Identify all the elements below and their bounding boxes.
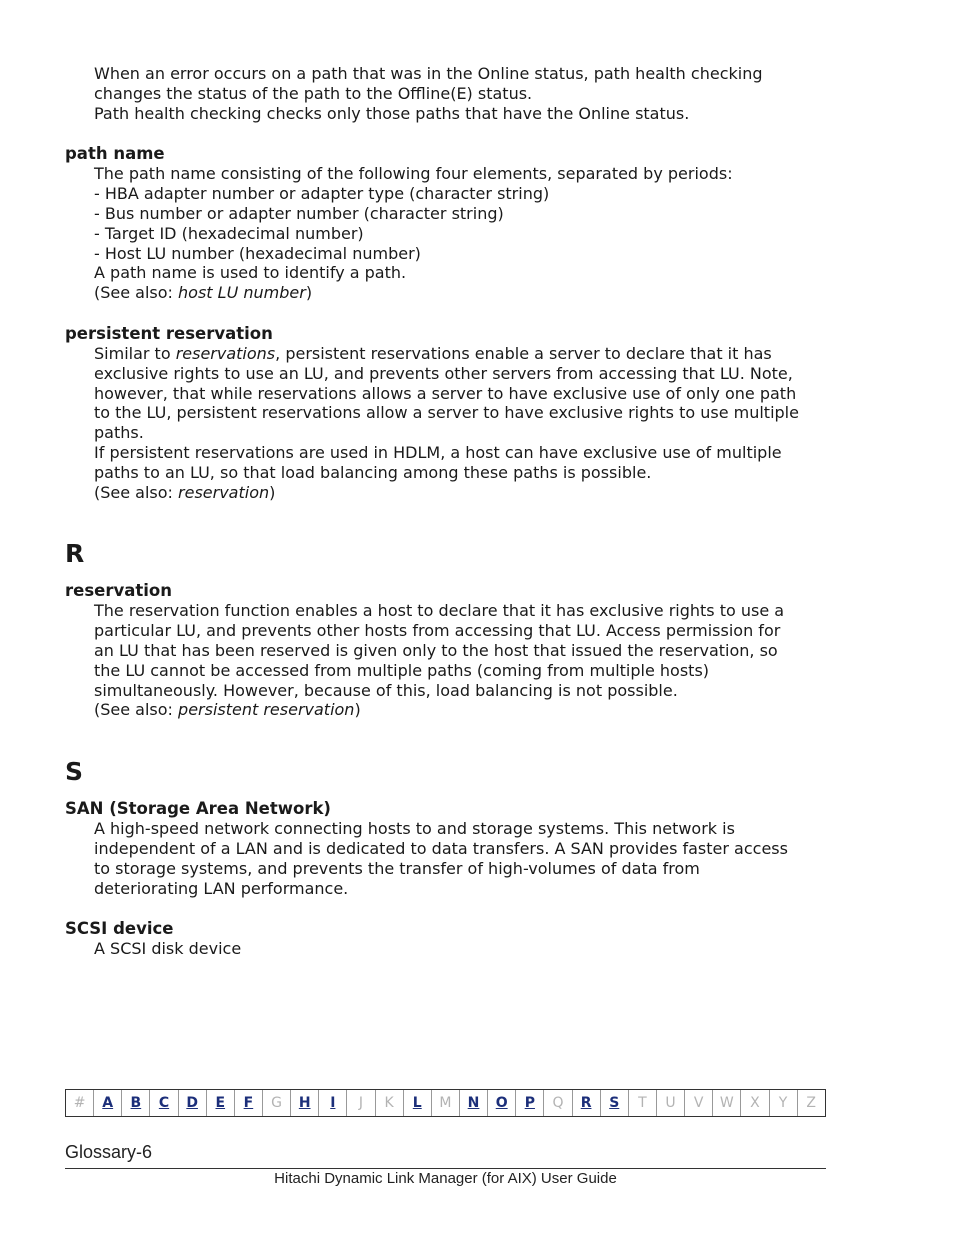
index-link-s[interactable]: S [601, 1090, 629, 1116]
glossary-body [65, 64, 826, 959]
index-link-p[interactable]: P [516, 1090, 544, 1116]
index-link-l[interactable]: L [404, 1090, 432, 1116]
index-link-m: M [432, 1090, 460, 1116]
see-also-term: persistent reservation [178, 700, 355, 720]
section-letter-s: S [65, 757, 84, 787]
index-link-w: W [713, 1090, 741, 1116]
index-link-e[interactable]: E [207, 1090, 235, 1116]
definition-line: The reservation function enables a host to declare that it has exclusive rights to use a [94, 601, 785, 621]
document-title: Hitachi Dynamic Link Manager (for AIX) User Guide [274, 1170, 617, 1187]
definition-line: however, that while reservations allows a server to have exclusive use of only one path [94, 383, 797, 403]
footer-divider [65, 1168, 826, 1169]
definition-line: paths. [94, 423, 144, 443]
see-also-prefix: (See also: [94, 283, 179, 303]
index-link-r[interactable]: R [573, 1090, 601, 1116]
definition-line: independent of a LAN and is dedicated to data transfers. A SAN provides faster access [94, 838, 788, 858]
index-link-a[interactable]: A [94, 1090, 122, 1116]
definition-line: simultaneously. However, because of this, load balancing is not possible. [94, 680, 678, 700]
index-link-g: G [263, 1090, 291, 1116]
see-also-suffix: ) [354, 700, 361, 720]
definition-emphasis: reservations [175, 343, 276, 363]
definition-line: - Target ID (hexadecimal number) [94, 223, 364, 243]
index-link-hash: # [66, 1090, 94, 1116]
index-link-z: Z [806, 1095, 817, 1111]
see-also-term: host LU number [178, 283, 306, 303]
definition-line: If persistent reservations are used in HDLM, a host can have exclusive use of multiple [94, 442, 782, 462]
definition-line: an LU that has been reserved is given only to the host that issued the reservation, so [94, 640, 778, 660]
alphabet-index-bar [65, 1089, 826, 1117]
see-also [65, 483, 826, 503]
index-link-y: Y [770, 1090, 798, 1116]
see-also [65, 283, 826, 303]
index-link-k: K [376, 1090, 404, 1116]
definition-line: paths to an LU, so that load balancing among these paths is possible. [94, 462, 652, 482]
definition-text: , persistent reservations enable a server to declare that it has [275, 343, 772, 363]
definition-line: the LU cannot be accessed from multiple paths (coming from multiple hosts) [94, 660, 710, 680]
definition-line: The path name consisting of the following four elements, separated by periods: [94, 164, 733, 184]
index-link-c[interactable]: C [150, 1090, 178, 1116]
definition-line: - Host LU number (hexadecimal number) [94, 243, 421, 263]
index-link-b[interactable]: B [122, 1090, 150, 1116]
index-link-q: Q [544, 1090, 572, 1116]
index-link-v: V [685, 1090, 713, 1116]
index-link-h[interactable]: H [291, 1090, 319, 1116]
definition-line: exclusive rights to use an LU, and prevents other servers from accessing that LU. Note, [94, 363, 793, 383]
index-link-x: X [741, 1090, 769, 1116]
index-link-j: J [347, 1090, 375, 1116]
definition-line: A path name is used to identify a path. [94, 263, 407, 283]
index-link-n[interactable]: N [460, 1090, 488, 1116]
page-number: Glossary-6 [65, 1142, 153, 1162]
intro-line: changes the status of the path to the Offline(E) status. [94, 83, 533, 103]
definition-line [65, 344, 826, 364]
index-link-o[interactable]: O [488, 1090, 516, 1116]
intro-line: When an error occurs on a path that was in the Online status, path health checking [94, 64, 763, 83]
definition-line: particular LU, and prevents other hosts from accessing that LU. Access permission for [94, 621, 781, 641]
see-also-suffix: ) [305, 283, 313, 303]
definition-line: A high-speed network connecting hosts to and storage systems. This network is [94, 819, 735, 839]
term-persistent-reservation: persistent reservation [65, 323, 273, 343]
intro-line: Path health checking checks only those paths that have the Online status. [94, 103, 690, 123]
see-also [65, 700, 826, 720]
definition-line: to the LU, persistent reservations allow a server to have exclusive rights to use multiple [94, 403, 799, 423]
index-link-i[interactable]: I [319, 1090, 347, 1116]
definition-line: - HBA adapter number or adapter type (character string) [94, 184, 550, 204]
definition-line: to storage systems, and prevents the transfer of high-volumes of data from [94, 858, 700, 878]
term-san: SAN (Storage Area Network) [65, 799, 331, 819]
index-link-u: U [657, 1090, 685, 1116]
see-also-prefix: (See also: [94, 700, 179, 720]
section-letter-r: R [65, 539, 85, 569]
index-link-t: T [629, 1090, 657, 1116]
index-link-f[interactable]: F [235, 1090, 263, 1116]
see-also-suffix: ) [269, 482, 276, 502]
definition-line: deteriorating LAN performance. [94, 878, 349, 898]
see-also-term: reservation [178, 482, 270, 502]
definition-line: A SCSI disk device [94, 939, 242, 959]
definition-text: Similar to [94, 343, 176, 363]
term-path-name: path name [65, 144, 165, 164]
index-link-d[interactable]: D [179, 1090, 207, 1116]
term-reservation: reservation [65, 581, 172, 601]
see-also-prefix: (See also: [94, 482, 179, 502]
term-scsi-device: SCSI device [65, 919, 174, 939]
definition-line: - Bus number or adapter number (character string) [94, 203, 504, 223]
